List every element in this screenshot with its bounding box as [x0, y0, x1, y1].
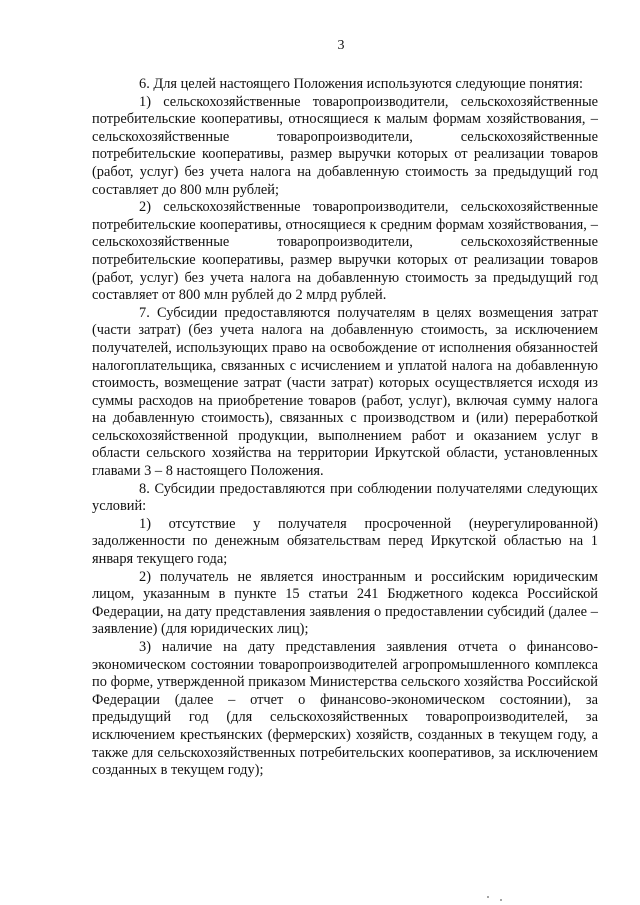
paragraph-6-definitions: 6. Для целей настоящего Положения используются следующие понятия:: [139, 76, 584, 92]
paragraph-7-subsidies-purpose: 7. Субсидии предоставляются получателям в целях возмещения затрат (части затрат) (без учета налога на добавленную стоимость, за исключением получателей, использующих право на освобождение от исполнения обязанностей налогоплательщика, связанных с исчислением и уплатой налога на добавленную стоимость, возмещение затрат (части затрат) которых осуществляется исходя из суммы расходов на приобретение товаров (работ, услуг), включая сумму налога на добавленную стоимость), связанных с производством и (или) переработкой сельскохозяйственной продукции, выполнением работ и оказанием услуг в области сельского хозяйства на территории Иркутской области, установленных главами 3 – 8 настоящего Положения.: [92, 304, 598, 480]
scan-speck: [487, 896, 489, 898]
paragraph-6-item-2: 2) сельскохозяйственные товаропроизводители, сельскохозяйственные потребительские кооперативы, относящиеся к средним формам хозяйствования, – сельскохозяйственные товаропроизводители, сельскохозяйственные потребительские кооперативы, размер выручки которых от реализации товаров (работ, услуг) без учета налога на добавленную стоимость за предыдущий год составляет от 800 млн рублей до 2 млрд рублей.: [92, 199, 598, 304]
paragraph-8-conditions: 8. Субсидии предоставляются при соблюдении получателями следующих условий:: [92, 480, 598, 515]
paragraph-8-item-3: 3) наличие на дату представления заявления отчета о финансово-экономическом состоянии товаропроизводителей агропромышленного комплекса по форме, утвержденной приказом Министерства сельского хозяйства Российской Федерации (далее – отчет о финансово-экономическом состоянии), за предыдущий год (для сельскохозяйственных товаропроизводителей, за исключением крестьянских (фермерских) хозяйств, созданных в текущем году, а также для сельскохозяйственных потребительских кооперативов, за исключением созданных в текущем году);: [92, 639, 598, 779]
paragraph-8-item-2: 2) получатель не является иностранным и российским юридическим лицом, указанным в пункте 15 статьи 241 Бюджетного кодекса Российской Федерации, на дату представления заявления о предоставлении субсидий (далее – заявление) (для юридических лиц);: [92, 568, 598, 638]
page-number: 3: [337, 38, 345, 53]
paragraph-6-item-1: 1) сельскохозяйственные товаропроизводители, сельскохозяйственные потребительские кооперативы, относящиеся к малым формам хозяйствования, – сельскохозяйственные товаропроизводители, сельскохозяйственные потребительские кооперативы, размер выручки которых от реализации товаров (работ, услуг) без учета налога на добавленную стоимость за предыдущий год составляет до 800 млн рублей;: [92, 93, 598, 198]
paragraph-8-item-1: 1) отсутствие у получателя просроченной (неурегулированной) задолженности по денежным обязательствам перед Иркутской областью на 1 января текущего года;: [92, 515, 598, 568]
scan-speck: [500, 899, 502, 901]
